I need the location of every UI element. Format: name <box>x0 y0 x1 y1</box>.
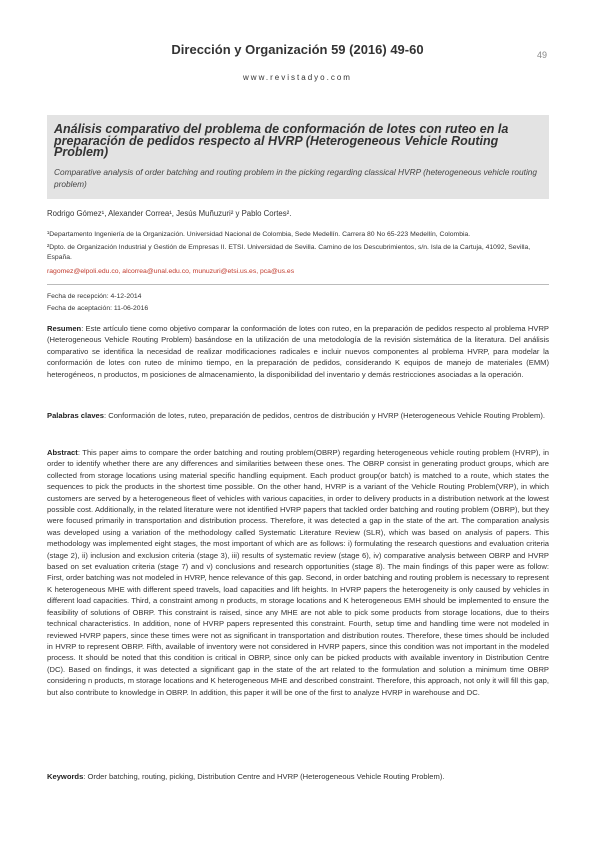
abstract-label: Abstract <box>47 448 78 457</box>
paper-title-english: Comparative analysis of order batching and routing problem in the picking regarding classical HVRP (heterogeneous vehicle routing problem) <box>54 166 538 189</box>
journal-website: www.revistadyo.com <box>243 73 352 82</box>
date-received: Fecha de recepción: 4-12-2014 <box>47 293 142 300</box>
palabras-clave-paragraph <box>47 410 549 421</box>
title-box <box>47 115 549 199</box>
palabras-clave-text: : Conformación de lotes, ruteo, preparación de pedidos, centros de distribución y HVRP (Heterogeneous Vehicle Routing Problem). <box>104 411 545 420</box>
palabras-clave-label: Palabras claves <box>47 411 104 420</box>
affiliation-2: ²Dpto. de Organización Industrial y Gestión de Empresas II. ETSI. Universidad de Sevilla. Camino de los Descubrimientos, s/n. Isla de la Cartuja, 41092, Sevilla, España. <box>47 244 531 261</box>
journal-title: Dirección y Organización 59 (2016) 49-60 <box>171 42 424 57</box>
resumen-label: Resumen <box>47 324 82 333</box>
abstract-text: : This paper aims to compare the order batching and routing problem(OBRP) regarding heterogeneous vehicle routing problem (HVRP), in order to identify whether there are any differences and similarities between these ones. The OBRP consist in generating product groups, which are collected from storage locations using material specific handling equipment. Each product group(or batch) is matched to a route, which states the sequences to pick the products in the shortest time possible. On the other hand, HVRP is a variant of the Vehicle Routing Problem(VRP), in which customers are served by a heterogeneous fleet of vehicles with various capacities, in order to delivery products in a distribution network at the lowest possible cost. Additionally, in the related literature were not identified HVRP papers that tackled order batching and routing problem (OBRP), but they were focused primarily in transportation and distribution process. Therefore, it was detected a gap in the state of the art. The comparation analysis was developed using a variation of the methodology called Systematic Literature Review (SLR), which was based on analysis of papers. This methodology was implemented eight stages, the most important of which are as follows: i) formulating the research questions and evaluation criteria (stage 2), ii) inclusion and exclusion criteria (stage 3), iii) results of systematic review (stage 6), iv) comparative analysis between OBRP and HVRP based on set evaluation criteria (stage 7) and v) conclusions and research opportunities (stage 8). The main findings of this paper were as follow: First, order batching was not modeled in HVRP, hence relevance of this gap. Second, in order batching and routing problem is necessary to represent K heterogeneous MHE with different speed travels, load capacities and lift heights. In HVRP papers the heterogeneity is only caused by vehicles in different load capacities. Third, a constraint among n products, m storage locations and K heterogeneous EMH should be implemented to ensure the feasibility of solutions of OBRP. This constraint is raised, since any MHE are not able to pick some products from storage locations, due to theirs technical characteristics. In addition, none of HVRP papers represented this constraint. Fourth, setup time and handling time were not modeled in reviewed HVRP papers, since these times were not as significant in transportation and distribution routes. Therefore, these times should be included in HVRP to represent OBRP. Fifth, available of inventory were not considered in HVRP papers, since this condition was not important in the modeled process. It should be noted that this condition is critical in OBRP, since only can be picked products with available inventory in Distribution Centre (DC). Based on findings, it was detected a significant gap in the state of the art related to the formulation and solution a minimum time OBRP considering n products, m storage locations and K heterogeneous MHE and described constraint. Therefore, this approach, not only it will fill this gap, but also contribute to knowledge in OBRP. In addition, this paper it will be one of the first to analyze HVRP in warehouse and DC. <box>47 448 549 697</box>
authors: Rodrigo Gómez¹, Alexander Correa¹, Jesús Muñuzuri² y Pablo Cortes². <box>47 209 292 218</box>
keywords-paragraph <box>47 771 549 782</box>
resumen-paragraph <box>47 323 549 380</box>
author-emails[interactable]: ragomez@elpoli.edu.co, alcorrea@unal.edu.co, munuzuri@etsi.us.es, pca@us.es <box>47 268 295 275</box>
paper-title-spanish: Análisis comparativo del problema de conformación de lotes con ruteo en la preparación de pedidos respecto al HVRP (Heterogeneous Vehicle Routing Problem) <box>54 122 509 159</box>
keywords-text: : Order batching, routing, picking, Distribution Centre and HVRP (Heterogeneous Vehicle Routing Problem). <box>83 772 445 781</box>
date-accepted: Fecha de aceptación: 11-06-2016 <box>47 305 149 312</box>
divider <box>47 284 549 285</box>
keywords-label: Keywords <box>47 772 84 781</box>
affiliation-1: ¹Departamento Ingeniería de la Organización. Universidad Nacional de Colombia, Sede Medellín. Carrera 80 No 65-223 Medellín, Colombia. <box>47 231 471 238</box>
resumen-text: : Este artículo tiene como objetivo comparar la conformación de lotes con ruteo, en la preparación de pedidos respecto al problema HVRP (Heterogeneous Vehicle Routing Problem) basándose en la utilización de una metodología de la revisión sistemática de la literatura. Del análisis comparativo se identifica la necesidad de realizar modificaciones radicales e incluir nuevos componentes al problema HVRP, para modelar la conformación de lotes con ruteo de mínimo tiempo, en la preparación de pedidos, considerando K equipos de manejo de materiales (EMM) heterogéneos, n productos, m posiciones de almacenamiento, la disponibilidad del inventario y demás restricciones asociadas a la operación. <box>47 324 549 379</box>
page-number: 49 <box>536 50 547 60</box>
abstract-paragraph <box>47 447 549 698</box>
